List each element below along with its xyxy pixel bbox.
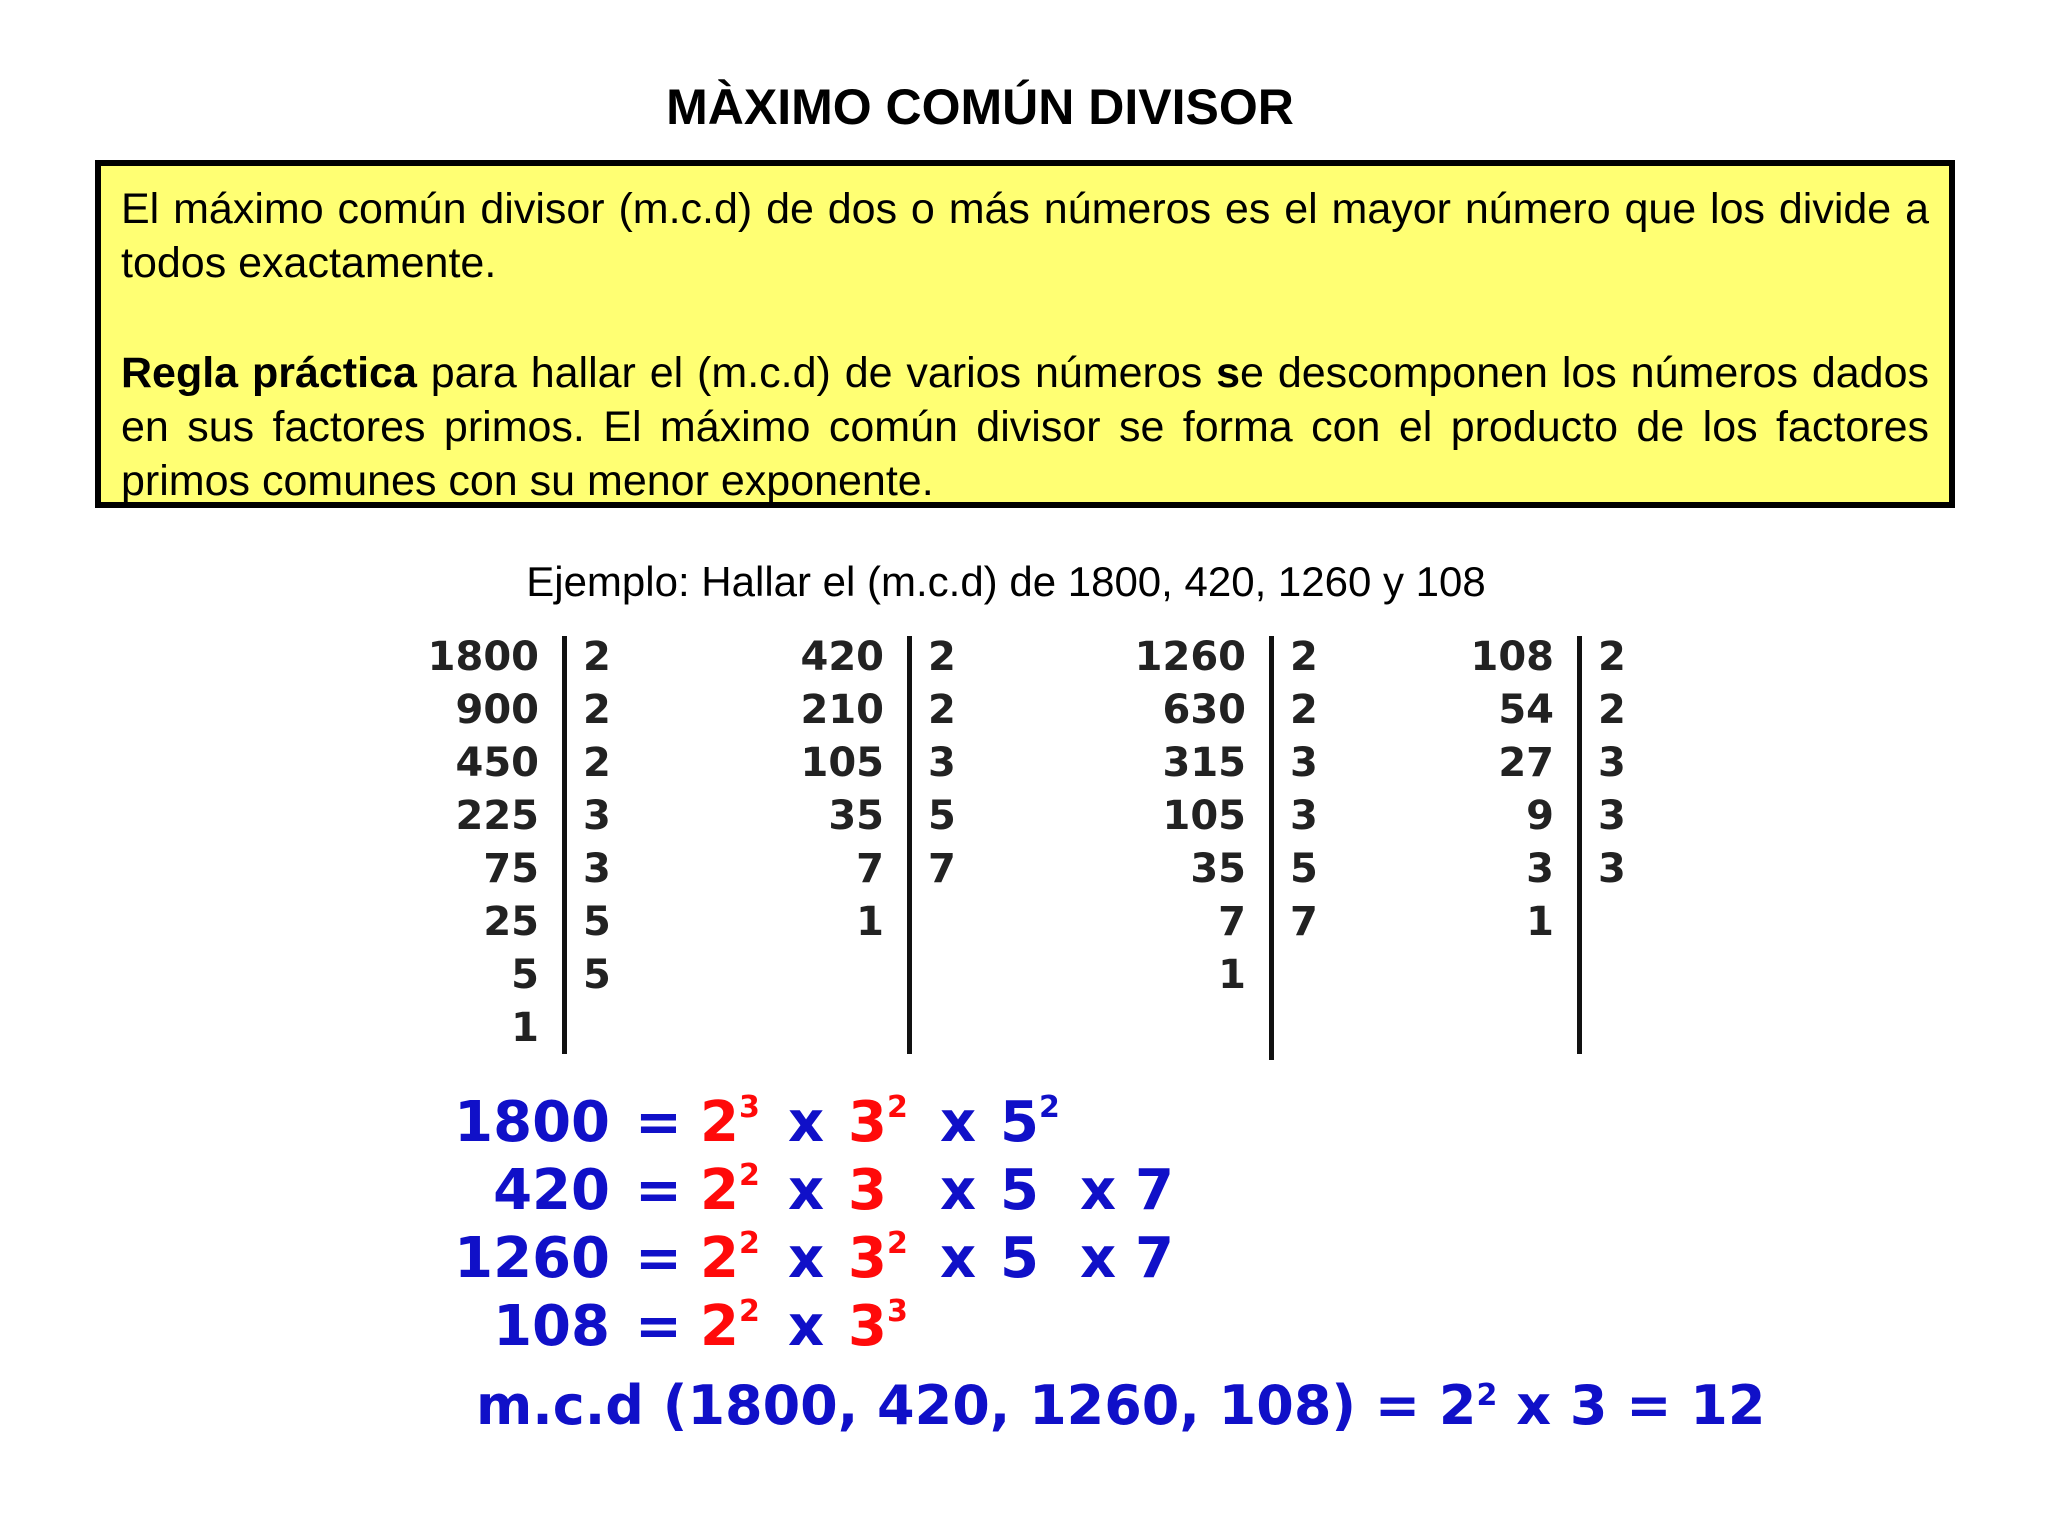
factor-term: $3^2$ (848, 1226, 908, 1291)
prime-factor: 5 (1290, 845, 1318, 892)
prime-factor: 2 (928, 686, 956, 733)
division-row (1117, 736, 1318, 789)
division-row (1117, 630, 1318, 683)
dividend: 7 (856, 845, 884, 892)
factor-eq: = (635, 1226, 682, 1291)
example-statement: Ejemplo: Hallar el (m.c.d) de 1800, 420, 1260 y 108 (526, 558, 1486, 605)
division-row (780, 789, 956, 842)
prime-factor: 2 (1598, 686, 1626, 733)
division-row (1450, 789, 1626, 842)
factor-times: x (940, 1226, 977, 1291)
factor-times: x (788, 1294, 825, 1359)
dividend: 210 (800, 686, 884, 733)
dividend: 35 (828, 792, 884, 839)
prime-factor: 5 (928, 792, 956, 839)
factor-times: x (940, 1158, 977, 1223)
dividend: 105 (1162, 792, 1246, 839)
dividend: 3 (1526, 845, 1554, 892)
division-bar (562, 636, 567, 1054)
dividend: 105 (800, 739, 884, 786)
prime-factor: 3 (583, 792, 611, 839)
factor-times: x (788, 1158, 825, 1223)
division-row (1117, 683, 1318, 736)
dividend: 25 (483, 898, 539, 945)
page-title: MÀXIMO COMÚN DIVISOR (666, 79, 1294, 135)
dividend: 1 (856, 898, 884, 945)
factor-times: x (788, 1090, 825, 1155)
factor-term: $3^2$ (848, 1090, 908, 1155)
division-row (410, 683, 611, 736)
division-108 (1450, 630, 1626, 948)
factor-eq: = (635, 1158, 682, 1223)
dividend: 9 (1526, 792, 1554, 839)
prime-factor: 5 (583, 951, 611, 998)
prime-factor: 2 (1290, 633, 1318, 680)
prime-factor: 3 (1598, 739, 1626, 786)
rule-paragraph: Regla práctica para hallar el (m.c.d) de varios números se descomponen los números dados en sus factores primos. El máximo común divisor se forma con el producto de los factores primos comunes con su menor exponente. (121, 349, 1929, 505)
prime-factor: 3 (1598, 792, 1626, 839)
division-row (1450, 736, 1626, 789)
division-row (780, 736, 956, 789)
dividend: 1 (1526, 898, 1554, 945)
factor-number: 108 (493, 1294, 610, 1359)
prime-factor: 7 (928, 845, 956, 892)
prime-factor: 2 (1598, 633, 1626, 680)
factor-eq: = (635, 1090, 682, 1155)
factor-number: 420 (493, 1158, 610, 1223)
prime-factor: 3 (1290, 739, 1318, 786)
division-row (780, 842, 956, 895)
division-bar (907, 636, 912, 1054)
division-row (780, 630, 956, 683)
prime-factor: 5 (583, 898, 611, 945)
factor-term: 7 (1135, 1226, 1174, 1291)
prime-factor: 3 (583, 845, 611, 892)
division-row (410, 842, 611, 895)
division-row (1450, 683, 1626, 736)
factor-number: 1260 (454, 1226, 610, 1291)
division-row (1450, 842, 1626, 895)
division-420 (780, 630, 956, 948)
definition-paragraph: El máximo común divisor (m.c.d) de dos o más números es el mayor número que los divide a todos exactamente. (121, 185, 1929, 287)
factor-term: 3 (848, 1158, 887, 1223)
factor-term: $2^2$ (700, 1226, 760, 1291)
dividend: 108 (1470, 633, 1554, 680)
factor-term: $2^2$ (700, 1158, 760, 1223)
factorization-row (454, 1226, 1370, 1294)
dividend: 420 (800, 633, 884, 680)
factor-times: x (940, 1090, 977, 1155)
dividend: 75 (483, 845, 539, 892)
prime-factor: 2 (583, 739, 611, 786)
prime-factor: 7 (1290, 898, 1318, 945)
factor-term: 5 (1000, 1158, 1039, 1223)
factor-eq: = (635, 1294, 682, 1359)
division-row (410, 630, 611, 683)
factor-term: $2^3$ (700, 1090, 760, 1155)
dividend: 1 (1218, 951, 1246, 998)
dividend: 1 (511, 1004, 539, 1051)
prime-factor: 2 (928, 633, 956, 680)
division-row (1450, 630, 1626, 683)
division-row (780, 683, 956, 736)
rule-label: Regla práctica (121, 349, 417, 397)
dividend: 1800 (427, 633, 539, 680)
dividend: 630 (1162, 686, 1246, 733)
dividend: 225 (455, 792, 539, 839)
dividend: 35 (1190, 845, 1246, 892)
dividend: 450 (455, 739, 539, 786)
factor-times: x (788, 1226, 825, 1291)
factor-number: 1800 (454, 1090, 610, 1155)
factor-term: $2^2$ (700, 1294, 760, 1359)
mcd-result: m.c.d (1800, 420, 1260, $108) = 2^2$ x 3 = 12 (476, 1374, 1766, 1437)
division-row (410, 736, 611, 789)
dividend: 315 (1162, 739, 1246, 786)
prime-factor: 2 (583, 633, 611, 680)
factorization-row (470, 1158, 1370, 1226)
prime-factor: 2 (583, 686, 611, 733)
division-1260 (1117, 630, 1318, 1001)
dividend: 5 (511, 951, 539, 998)
dividend: 7 (1218, 898, 1246, 945)
factor-term: $5^2$ (1000, 1090, 1060, 1155)
prime-factor: 3 (1290, 792, 1318, 839)
factorizations (454, 1090, 1370, 1362)
dividend: 27 (1498, 739, 1554, 786)
factor-times: x (1080, 1226, 1117, 1291)
factor-term: 5 (1000, 1226, 1039, 1291)
division-row (410, 948, 611, 1001)
division-row (1117, 948, 1318, 1001)
prime-factor: 3 (1598, 845, 1626, 892)
factor-term: $3^3$ (848, 1294, 908, 1359)
factor-times: x (1080, 1158, 1117, 1223)
factorization-row (470, 1294, 1370, 1362)
dividend: 1260 (1134, 633, 1246, 680)
division-row (1117, 842, 1318, 895)
division-bar (1269, 636, 1274, 1060)
factorization-row (454, 1090, 1370, 1158)
division-row (410, 895, 611, 948)
factor-term: 7 (1135, 1158, 1174, 1223)
division-row (410, 1001, 611, 1054)
division-row (780, 895, 956, 948)
division-row (1450, 895, 1626, 948)
dividend: 54 (1498, 686, 1554, 733)
division-row (1117, 789, 1318, 842)
division-row (1117, 895, 1318, 948)
prime-factor: 3 (928, 739, 956, 786)
dividend: 900 (455, 686, 539, 733)
division-1800 (410, 630, 611, 1054)
division-row (410, 789, 611, 842)
definition-box (95, 160, 1955, 508)
prime-factor: 2 (1290, 686, 1318, 733)
division-bar (1577, 636, 1582, 1054)
